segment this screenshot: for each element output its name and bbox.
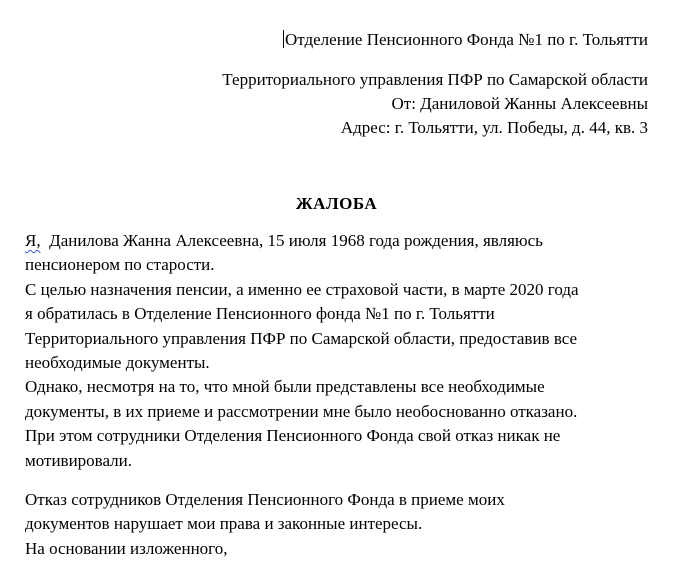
body-line-1-rest: Данилова Жанна Алексеевна, 15 июля 1968 года рождения, являюсь bbox=[40, 231, 543, 250]
body-line: Отказ сотрудников Отделения Пенсионного Фонда в приеме моих bbox=[25, 490, 505, 510]
header-line-2: Территориального управления ПФР по Самарской области bbox=[222, 70, 648, 89]
body-line: Территориального управления ПФР по Самарской области, предоставив все bbox=[25, 328, 578, 348]
addressee-header bbox=[222, 28, 648, 140]
body-line: На основании изложенного, bbox=[25, 538, 228, 558]
text-cursor bbox=[283, 30, 284, 48]
body-line-1 bbox=[25, 229, 665, 253]
document-body bbox=[25, 229, 665, 561]
body-line: Однако, несмотря на то, что мной были представлены все необходимые bbox=[25, 377, 545, 397]
body-line: необходимые документы. bbox=[25, 353, 210, 373]
body-line: документы, в их приеме и рассмотрении мне было необоснованно отказано. bbox=[25, 401, 578, 421]
body-line: При этом сотрудники Отделения Пенсионного Фонда свой отказ никак не bbox=[25, 426, 561, 446]
header-line-3: От: Даниловой Жанны Алексеевны bbox=[391, 94, 648, 113]
body-line: мотивировали. bbox=[25, 450, 133, 470]
spellcheck-flagged-word[interactable]: Я, bbox=[25, 231, 41, 250]
header-line-1 bbox=[222, 28, 648, 52]
document-title: ЖАЛОБА bbox=[295, 194, 378, 213]
body-line: С целью назначения пенсии, а именно ее страховой части, в марте 2020 года bbox=[25, 279, 579, 299]
body-line: пенсионером по старости. bbox=[25, 255, 215, 275]
body-line: документов нарушает мои права и законные интересы. bbox=[25, 514, 423, 534]
body-line: я обратилась в Отделение Пенсионного фонда №1 по г. Тольятти bbox=[25, 304, 495, 324]
header-line-1-text: Отделение Пенсионного Фонда №1 по г. Тольятти bbox=[285, 30, 648, 49]
header-line-4: Адрес: г. Тольятти, ул. Победы, д. 44, кв. 3 bbox=[340, 118, 648, 137]
